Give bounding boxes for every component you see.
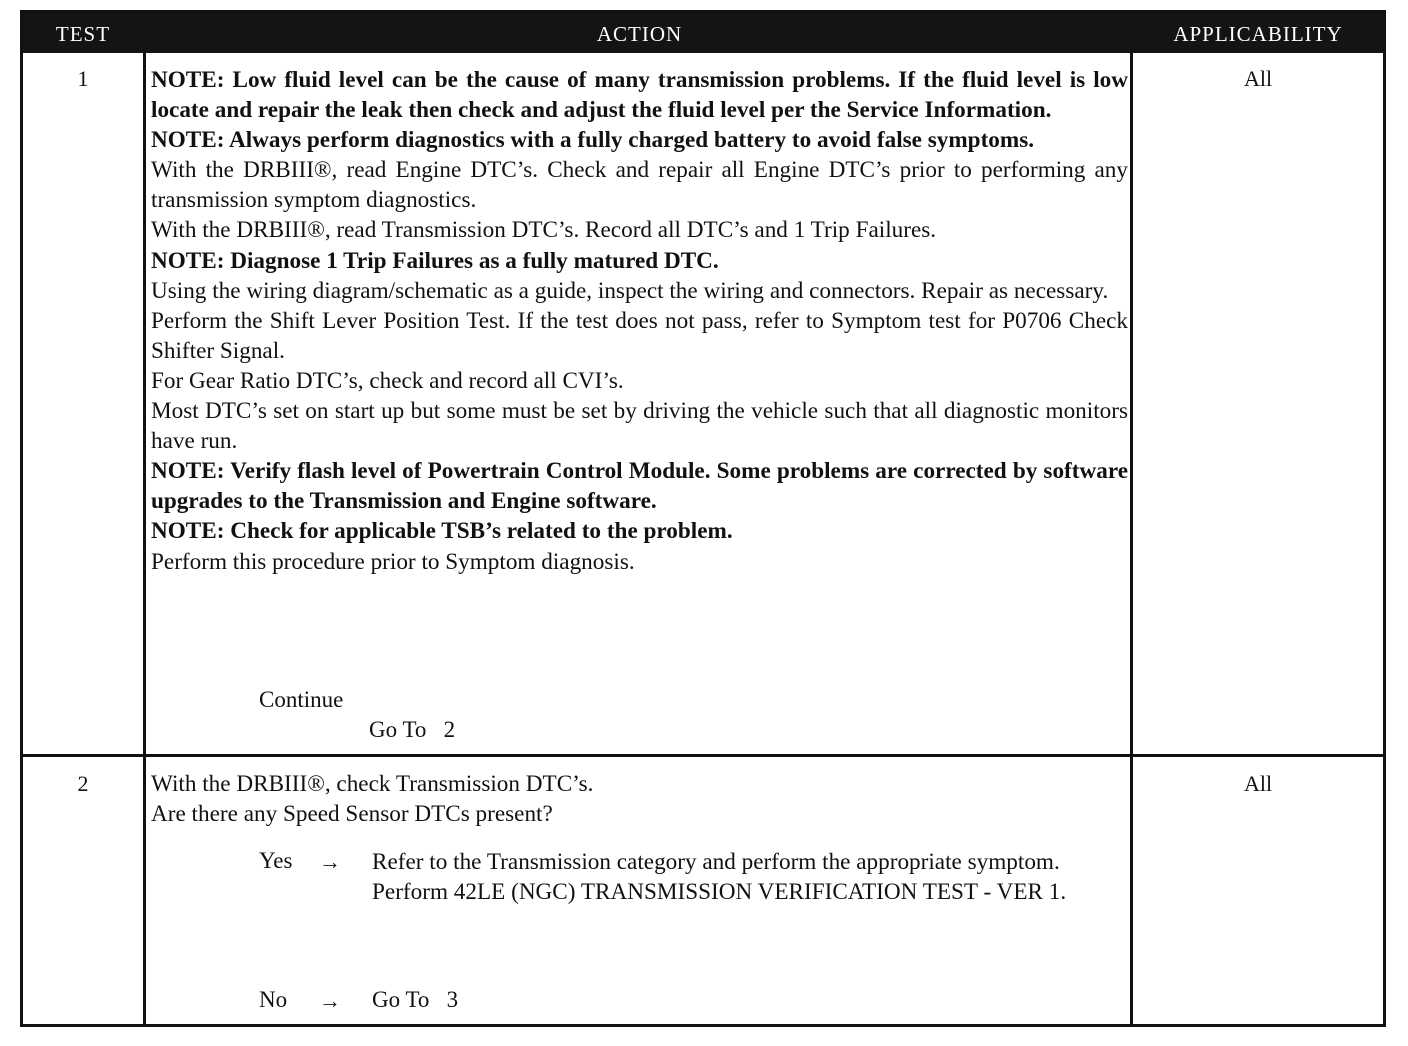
- header-action: ACTION: [596, 22, 683, 46]
- instruction-text: With the DRBIII®, read Engine DTC’s. Check and repair all Engine DTC’s prior to performing any transmission symptom diagnostics.: [151, 157, 1128, 214]
- column-divider-applicability: [1130, 53, 1133, 1027]
- header-applicability: APPLICABILITY: [1173, 22, 1343, 46]
- no-label: No: [259, 987, 288, 1012]
- yes-result: [372, 847, 1124, 907]
- column-divider-test: [143, 53, 146, 1027]
- applicability-value: All: [1243, 771, 1273, 796]
- goto-link[interactable]: Go To 3: [372, 987, 459, 1012]
- note-text: NOTE: Always perform diagnostics with a fully charged battery to avoid false symptoms.: [151, 127, 1035, 154]
- test-number: 2: [77, 771, 89, 796]
- continue-label: Continue: [259, 687, 344, 712]
- instruction-text: Perform the Shift Lever Position Test. If the test does not pass, refer to Symptom test for P0706 Check Shifter Signal.: [151, 307, 1128, 364]
- question-text: Are there any Speed Sensor DTCs present?: [151, 801, 553, 828]
- row-divider: [23, 754, 1383, 757]
- yes-label: Yes: [259, 848, 293, 873]
- note-text: NOTE: Diagnose 1 Trip Failures as a fully matured DTC.: [151, 247, 719, 274]
- instruction-text: Most DTC’s set on start up but some must be set by driving the vehicle such that all diagnostic monitors have run.: [151, 398, 1128, 455]
- result-text: Refer to the Transmission category and perform the appropriate symptom.: [372, 849, 1060, 875]
- note-text: NOTE: Verify flash level of Powertrain Control Module. Some problems are corrected by software upgrades to the Transmission and Engine software.: [151, 458, 1128, 515]
- note-text: NOTE: Check for applicable TSB’s related to the problem.: [151, 518, 733, 545]
- result-text: Perform 42LE (NGC) TRANSMISSION VERIFICATION TEST - VER 1.: [372, 879, 1067, 906]
- instruction-text: Using the wiring diagram/schematic as a guide, inspect the wiring and connectors. Repair as necessary.: [151, 277, 1109, 304]
- instruction-text: With the DRBIII®, read Transmission DTC’s. Record all DTC’s and 1 Trip Failures.: [151, 217, 937, 244]
- test-number: 1: [77, 66, 89, 91]
- test-2-action: [151, 769, 1128, 829]
- note-text: NOTE: Low fluid level can be the cause of many transmission problems. If the fluid level is low locate and repair the leak then check and adjust the fluid level per the Service Information.: [151, 67, 1128, 124]
- test-1-action: [151, 65, 1128, 577]
- diagnostic-table: [20, 10, 1386, 1027]
- header-test: TEST: [55, 22, 111, 46]
- table-header: [23, 13, 1383, 53]
- right-arrow-icon: →: [319, 988, 341, 1013]
- goto-link[interactable]: Go To 2: [369, 717, 456, 742]
- instruction-text: Perform this procedure prior to Symptom diagnosis.: [151, 548, 635, 575]
- right-arrow-icon: →: [319, 849, 341, 874]
- applicability-value: All: [1243, 66, 1273, 91]
- instruction-text: With the DRBIII®, check Transmission DTC’s.: [151, 771, 594, 797]
- instruction-text: For Gear Ratio DTC’s, check and record all CVI’s.: [151, 367, 624, 394]
